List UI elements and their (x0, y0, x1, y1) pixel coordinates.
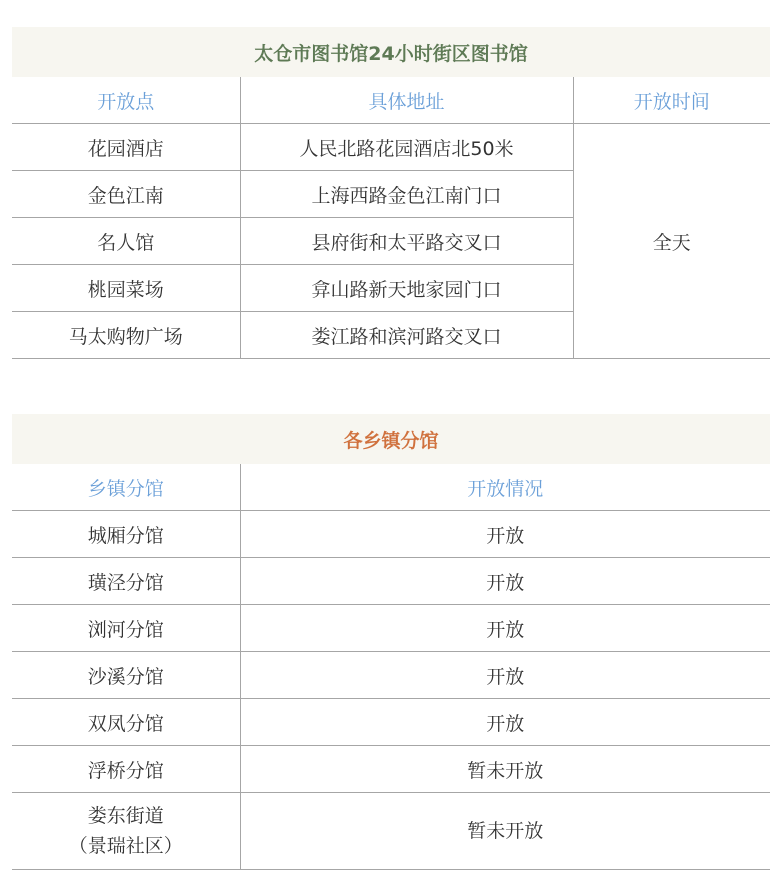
town-branches-table (12, 464, 770, 870)
place-cell: 桃园菜场 (12, 265, 240, 312)
address-cell: 弇山路新天地家园门口 (240, 265, 573, 312)
branch-cell: 双凤分馆 (12, 699, 240, 746)
table-row (12, 793, 770, 870)
branch-cell: 沙溪分馆 (12, 652, 240, 699)
table-row (12, 605, 770, 652)
branch-cell: 浏河分馆 (12, 605, 240, 652)
column-header-hours: 开放时间 (573, 77, 770, 124)
branch-name-line: 娄东街道 (87, 805, 164, 827)
table-row (12, 699, 770, 746)
street-library-section (12, 27, 770, 359)
hours-cell: 全天 (573, 124, 770, 359)
status-cell: 开放 (240, 699, 770, 746)
address-cell: 人民北路花园酒店北50米 (240, 124, 573, 171)
address-cell: 上海西路金色江南门口 (240, 171, 573, 218)
address-cell: 娄江路和滨河路交叉口 (240, 312, 573, 359)
place-cell: 名人馆 (12, 218, 240, 265)
column-header-place: 开放点 (12, 77, 240, 124)
place-cell: 马太购物广场 (12, 312, 240, 359)
street-library-table (12, 77, 770, 359)
status-cell: 开放 (240, 511, 770, 558)
table-row (12, 124, 770, 171)
column-header-address: 具体地址 (240, 77, 573, 124)
table-row (12, 746, 770, 793)
status-cell: 开放 (240, 605, 770, 652)
branch-cell: 城厢分馆 (12, 511, 240, 558)
status-cell: 开放 (240, 652, 770, 699)
section-title-street-library: 太仓市图书馆24小时街区图书馆 (12, 27, 770, 77)
column-header-branch: 乡镇分馆 (12, 464, 240, 511)
address-cell: 县府街和太平路交叉口 (240, 218, 573, 265)
column-header-status: 开放情况 (240, 464, 770, 511)
table-row (12, 558, 770, 605)
branch-cell: 璜泾分馆 (12, 558, 240, 605)
place-cell: 金色江南 (12, 171, 240, 218)
status-cell: 暂未开放 (240, 746, 770, 793)
status-cell: 暂未开放 (240, 793, 770, 870)
branch-cell (12, 793, 240, 870)
town-branches-section (12, 414, 770, 870)
place-cell: 花园酒店 (12, 124, 240, 171)
section-title-town-branches: 各乡镇分馆 (12, 414, 770, 464)
status-cell: 开放 (240, 558, 770, 605)
table-header-row (12, 464, 770, 511)
table-row (12, 652, 770, 699)
branch-cell: 浮桥分馆 (12, 746, 240, 793)
table-row (12, 511, 770, 558)
branch-subname-line: （景瑞社区） (68, 835, 183, 857)
table-header-row (12, 77, 770, 124)
